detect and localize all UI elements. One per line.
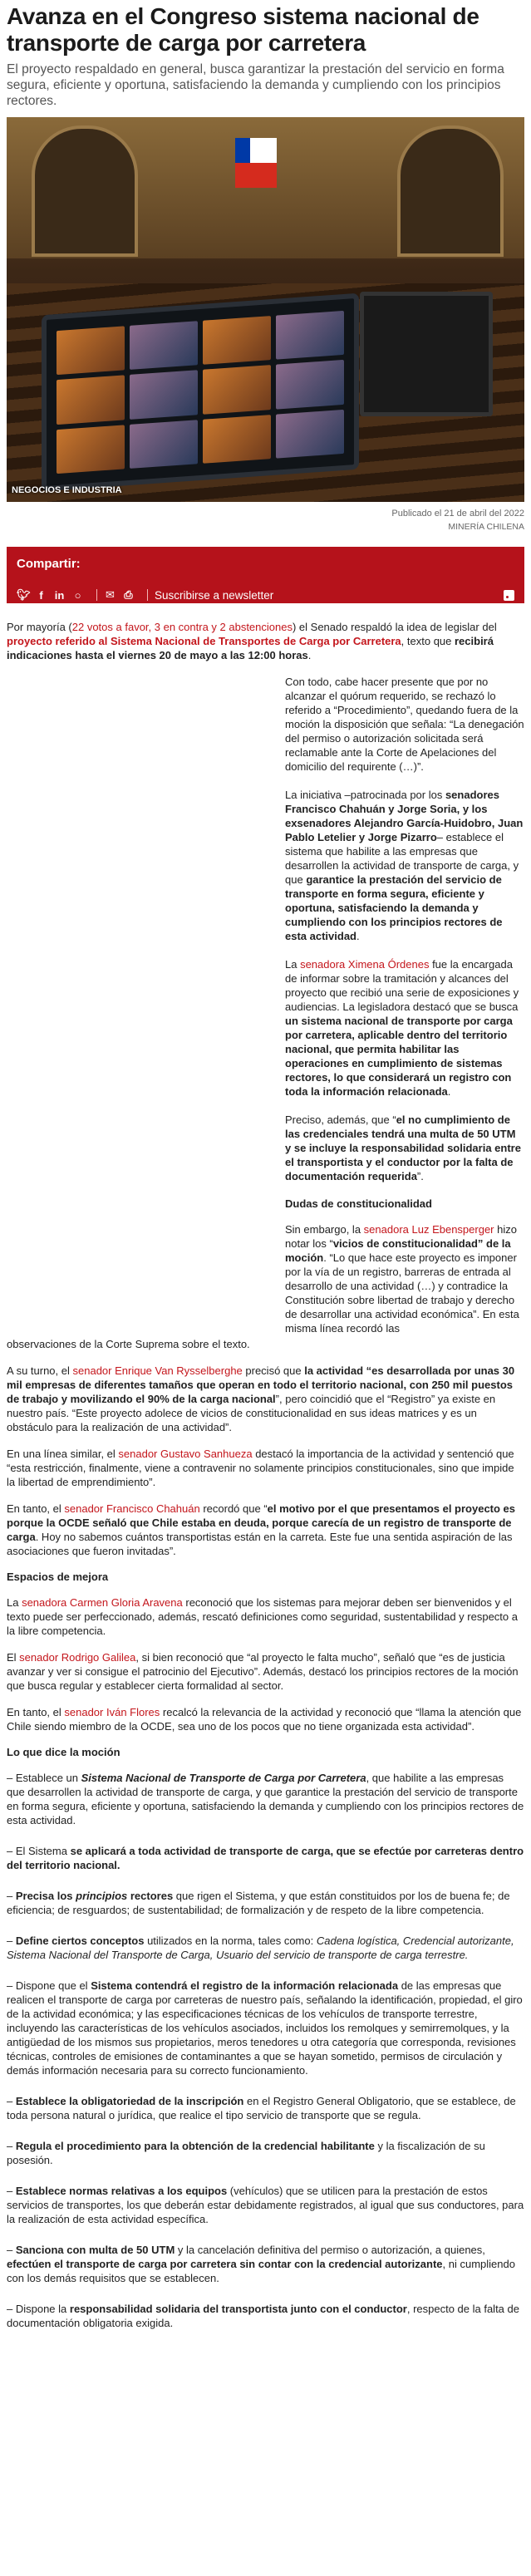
rss-icon[interactable] xyxy=(504,590,514,601)
section-heading: Espacios de mejora xyxy=(7,1571,109,1583)
senator-link[interactable]: senadora Carmen Gloria Aravena xyxy=(22,1596,183,1609)
list-item: – El Sistema se aplicará a toda actividad de transporte de carga, que se efectúe por carreteras dentro del territorio nacional. xyxy=(7,1845,524,1871)
body-paragraph: El senador Rodrigo Galilea, si bien reconoció que “al proyecto le falta mucho”, señaló que “es de justicia avanzar y ver si consigue el patrocinio del Ejecutivo”. Además, destacó los principios rectores de la moción que busca regular y establecer cierta formalidad al sector. xyxy=(7,1651,519,1692)
project-link[interactable]: proyecto referido al Sistema Nacional de Transportes de Carga por Carretera xyxy=(7,635,401,647)
image-category-tag[interactable]: NEGOCIOS E INDUSTRIA xyxy=(12,485,122,495)
section-heading: Dudas de constitucionalidad xyxy=(285,1197,432,1210)
twitter-icon[interactable]: 🐦︎ xyxy=(17,588,31,601)
body-paragraph: La senadora Carmen Gloria Aravena reconoció que los sistemas para mejorar deben ser bienvenidos y el texto puede ser perfeccionado, además, rescató definiciones como seguridad, sustentabilidad y respecto a la libre competencia. xyxy=(7,1596,518,1637)
share-divider xyxy=(96,589,97,601)
article-source: MINERÍA CHILENA xyxy=(448,522,524,532)
publish-date: Publicado el 21 de abril del 2022 xyxy=(391,509,524,519)
list-item: – Establece un Sistema Nacional de Transporte de Carga por Carretera, que habilite a las empresas que desarrollen la actividad de transporte de carga, y que garantice la prestación del servicio de transporte en forma segura, eficiente y oportuna, satisfaciendo la demanda y cumpliendo con los principios rectores de esta actividad. xyxy=(7,1772,524,1826)
hero-image xyxy=(7,117,524,502)
ad-space xyxy=(7,675,285,1306)
side-paragraph: Con todo, cabe hacer presente que por no alcanzar el quórum requerido, se rechazó lo referido a “Procedimiento”, quedando fuera de la moción la disposición que señala: “La denegación del permiso o autorización solicitada será reclamable ante la Corte de Apelaciones del domicilio del requirente (…)”. xyxy=(285,676,524,773)
side-column-block xyxy=(7,675,524,1335)
senator-link[interactable]: senadora Luz Ebensperger xyxy=(363,1223,494,1236)
intro-paragraph: Por mayoría (22 votos a favor, 3 en contra y 2 abstenciones) el Senado respaldó la idea de legislar del proyecto referido al Sistema Nacional de Transportes de Carga por Carretera, texto que recibirá indicaciones hasta el viernes 20 de mayo a las 12:00 horas. xyxy=(7,621,497,661)
list-item: – Dispone que el Sistema contendrá el registro de la información relacionada de las empresas que realicen el transporte de carga por carreteras de nuestro país, señalando la identificación, propiedad, el giro de la actividad económica; y las especificaciones técnicas de los vehículos de transporte terrestre, incluyendo las características de los vehículos asociados, incluidos los remolques y semirremolques, y la antigüedad de los mismos sus propietarios, meros tenedores u otra categoría que corresponda, revisiones técnicas, controles de emisiones de contaminantes a que se hayan sometido, permisos de circulación y demás información necesaria para su correcto funcionamiento. xyxy=(7,1979,523,2077)
page-title: Avanza en el Congreso sistema nacional de transporte de carga por carretera xyxy=(7,3,479,56)
senator-link[interactable]: senador Iván Flores xyxy=(64,1706,160,1718)
senator-link[interactable]: senador Enrique Van Rysselberghe xyxy=(72,1364,243,1377)
list-item: – Precisa los principios rectores que rigen el Sistema, y que están constituidos por los de buena fe; de eficiencia; de resguardos; de sustentabilidad; de formalización y de respeto de la libre competencia. xyxy=(7,1890,510,1916)
votes-link[interactable]: 22 votos a favor, 3 en contra y 2 abstenciones xyxy=(71,621,293,633)
side-paragraph: La senadora Ximena Órdenes fue la encargada de informar sobre la tramitación y alcances del proyecto que recibió una serie de exposiciones y audiencias. La legisladora destacó que se busca un sistema nacional de transporte por carga por carretera, aplicable dentro del territorio nacional, que permita habilitar las operaciones en cumplimiento de sistemas rectores, lo que considerará un registro con toda la información relacionada. xyxy=(285,958,519,1098)
share-bar xyxy=(7,547,524,603)
list-item: – Sanciona con multa de 50 UTM y la cancelación definitiva del permiso o autorización, a quienes, efectúen el transporte de carga por carretera sin contar con la credencial autorizante, ni cumpliendo con los demás requisitos que se establecen. xyxy=(7,2244,515,2284)
hero-arch-right xyxy=(397,125,504,257)
body-paragraph: En tanto, el senador Iván Flores recalcó la relevancia de la actividad y reconoció que “llama la atención que Chile siendo miembro de la OCDE, sea uno de los pocos que no tiene organizada esta actividad”. xyxy=(7,1706,522,1733)
list-item: – Define ciertos conceptos utilizados en la norma, tales como: Cadena logística, Credencial autorizante, Sistema Nacional del Transporte de Carga, Usuario del servicio de transporte de carga terrestre. xyxy=(7,1934,514,1961)
side-paragraph: La iniciativa –patrocinada por los senadores Francisco Chahuán y Jorge Soria, y los exsenadores Alejandro García-Huidobro, Juan Pablo Letelier y Jorge Pizarro– establece el sistema que habilite a las empresas que desarrollen la actividad de transporte de carga, y que garantice la prestación del servicio de transporte en forma segura, eficiente y oportuna, satisfaciendo la demanda y cumpliendo con los principios rectores de esta actividad. xyxy=(285,789,524,942)
list-item: – Dispone la responsabilidad solidaria del transportista junto con el conductor, respecto de la falta de documentación obligatoria exigida. xyxy=(7,2303,519,2329)
list-item: – Establece normas relativas a los equipos (vehículos) que se utilicen para la prestación de estos servicios de transportes, los que deberán estar debidamente registrados, al igual que sus conductores, para la realización de esta actividad específica. xyxy=(7,2185,524,2225)
print-icon[interactable]: ⎙ xyxy=(124,588,133,601)
list-item: – Regula el procedimiento para la obtención de la credencial habilitante y la fiscalización de su posesión. xyxy=(7,2140,485,2166)
body-paragraph: En una línea similar, el senador Gustavo Sanhueza destacó la importancia de la actividad y sentenció que “esta restricción, finalmente, viene a contravenir no solamente principios constitucionales, sino que impide la libertad de emprendimiento”. xyxy=(7,1448,514,1488)
section-heading: Lo que dice la moción xyxy=(7,1746,120,1758)
share-divider xyxy=(147,589,148,601)
linkedin-icon[interactable]: in xyxy=(54,588,65,602)
hero-screen xyxy=(42,293,359,492)
article-meta xyxy=(7,507,524,533)
senator-link[interactable]: senador Francisco Chahuán xyxy=(64,1502,200,1515)
whatsapp-icon[interactable]: ○ xyxy=(74,588,81,602)
share-label: Compartir: xyxy=(17,557,81,571)
side-paragraph-tail: observaciones de la Corte Suprema sobre el texto. xyxy=(7,1338,250,1350)
article-page xyxy=(0,3,531,2330)
senator-link[interactable]: senadora Ximena Órdenes xyxy=(300,958,430,971)
chile-flag-icon xyxy=(235,138,277,188)
hero-arch-left xyxy=(32,125,138,257)
side-paragraph: Sin embargo, la senadora Luz Ebensperger hizo notar los “vicios de constitucionalidad” de la moción. “Lo que hace este proyecto es imponer por la vía de un registro, barreras de entrada al desarrollo de una actividad (…) y contradice la Constitución sobre libertad de trabajo y derecho de desarrollar una actividad económica”. En esta misma línea recordó las xyxy=(285,1223,519,1335)
article-subtitle: El proyecto respaldado en general, busca garantizar la prestación del servicio en forma segura, eficiente y oportuna, satisfaciendo la demanda y cumpliendo con los principios rectores. xyxy=(7,62,504,108)
body-paragraph: En tanto, el senador Francisco Chahuán recordó que “el motivo por el que presentamos el proyecto es porque la OCDE señaló que Chile estaba en deuda, porque carecía de un registro de transporte de carga. Hoy no sabemos cuántos transportistas están en la carreta. Este fue una sentida aspiración de las asociaciones que fueron invitadas”. xyxy=(7,1502,516,1557)
facebook-icon[interactable]: f xyxy=(39,588,43,602)
list-item: – Establece la obligatoriedad de la inscripción en el Registro General Obligatorio, que se establece, de toda persona natural o jurídica, que realice el tipo servicio de transporte que se regula. xyxy=(7,2095,516,2121)
hero-monitor xyxy=(360,292,493,416)
body-paragraph: A su turno, el senador Enrique Van Rysselberghe precisó que la actividad “es desarrollada por unas 30 mil empresas de diferentes tamaños que operan en todo el territorio nacional, con 250 mil puestos de trabajo y movilizando el 90% de la carga nacional”, pero coincidió que el “Registro” ya existe en nuestro país. “Este proyecto adolece de vicios de constitucionalidad en sus ideas matrices y es un obstáculo para la realización de una actividad”. xyxy=(7,1364,515,1433)
email-icon[interactable]: ✉ xyxy=(106,588,115,601)
senator-link[interactable]: senador Gustavo Sanhueza xyxy=(118,1448,253,1460)
senator-link[interactable]: senador Rodrigo Galilea xyxy=(19,1651,136,1664)
newsletter-link[interactable]: Suscribirse a newsletter xyxy=(155,588,274,602)
side-paragraph: Preciso, además, que “el no cumplimiento de las credenciales tendrá una multa de 50 UTM y se incluye la responsabilidad solidaria entre el transportista y el conductor por la falta de documentación requerida”. xyxy=(285,1113,521,1182)
